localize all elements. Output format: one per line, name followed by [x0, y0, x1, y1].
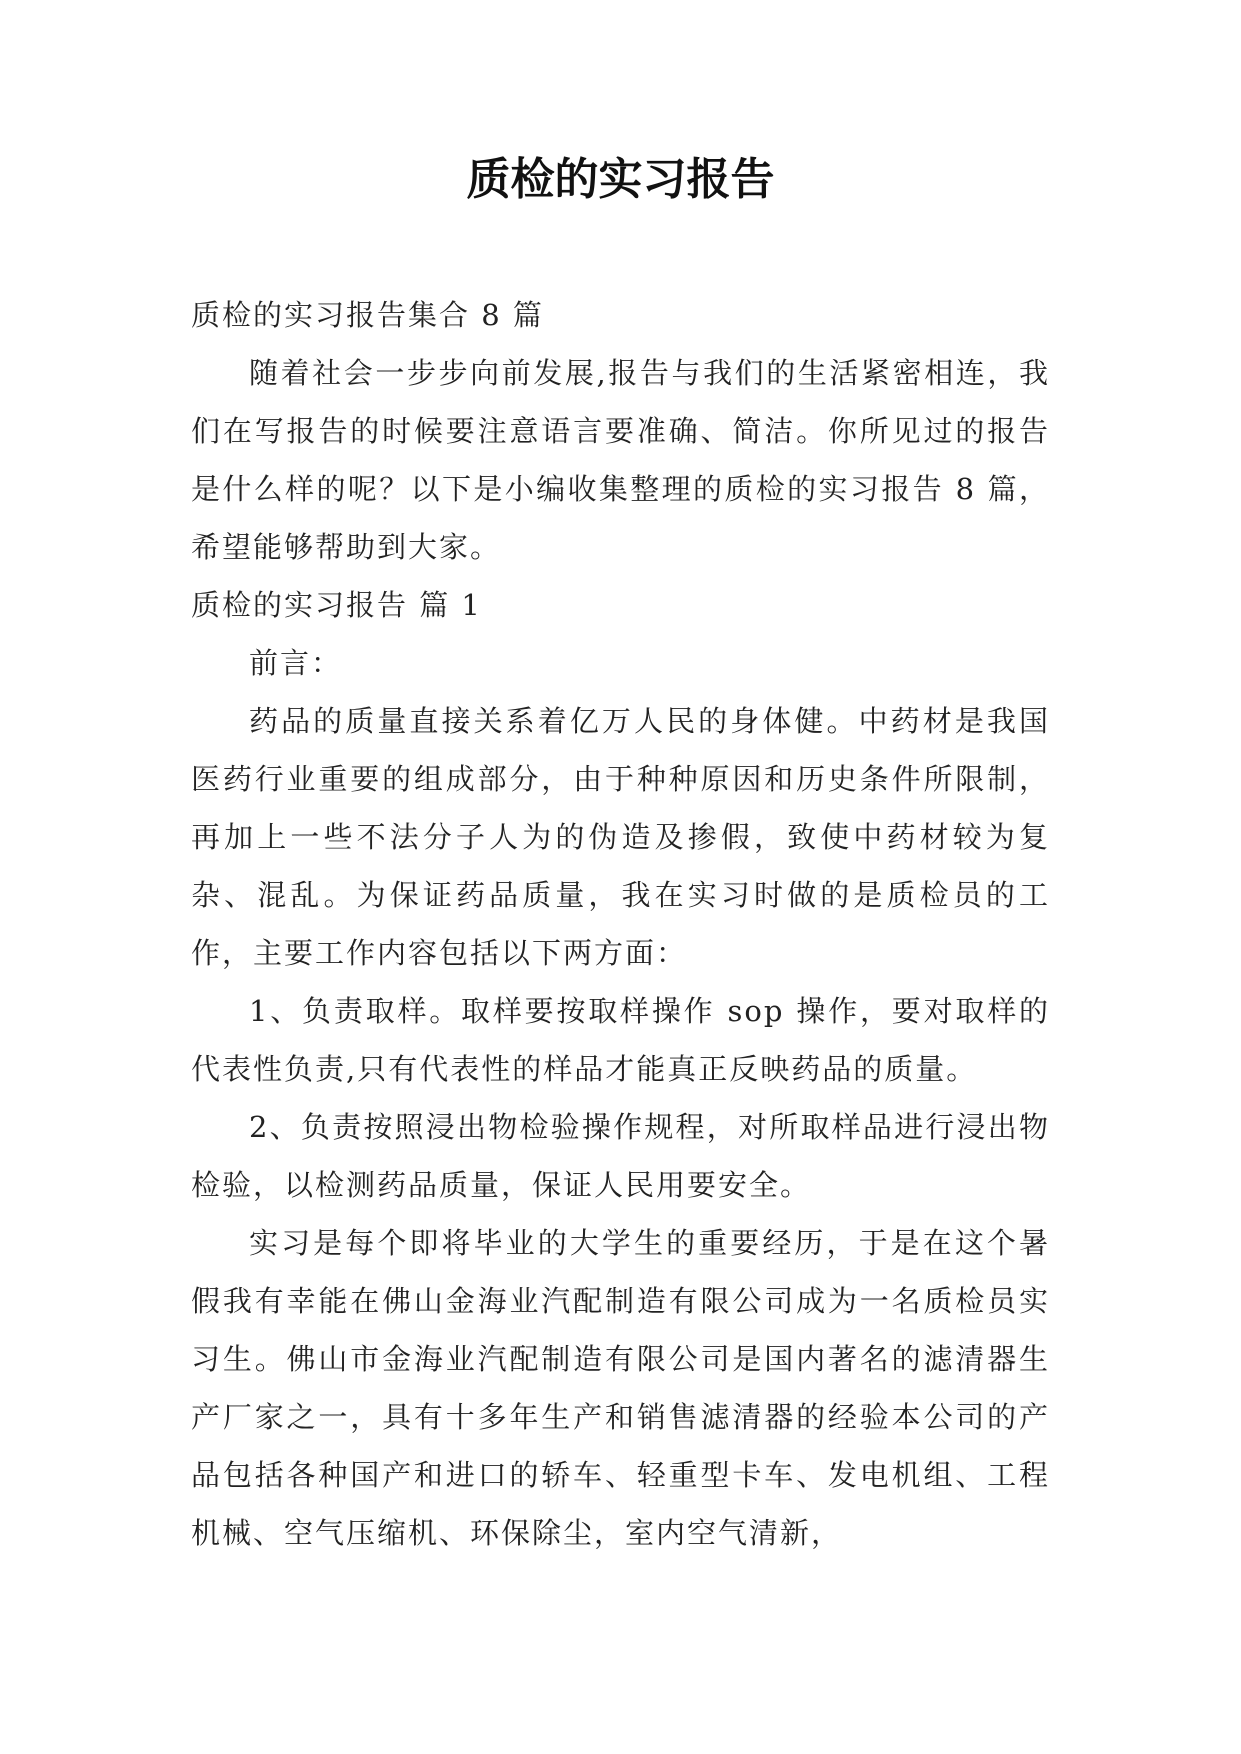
- collection-subtitle: 质检的实习报告集合 8 篇: [191, 298, 544, 332]
- section-heading: 质检的实习报告 篇 1: [191, 588, 482, 622]
- intro-paragraph: 随着社会一步步向前发展,报告与我们的生活紧密相连，我们在写报告的时候要注意语言要准确、简洁。你所见过的报告是什么样的呢？以下是小编收集整理的质检的实习报告 8 篇，希望能够帮助到大家。: [191, 356, 1050, 564]
- document-title: 质检的实习报告: [466, 154, 775, 205]
- document-body: [191, 286, 1050, 1562]
- preface-label: 前言：: [249, 646, 343, 680]
- body-paragraph: 药品的质量直接关系着亿万人民的身体健。中药材是我国医药行业重要的组成部分，由于种种原因和历史条件所限制，再加上一些不法分子人为的伪造及掺假，致使中药材较为复杂、混乱。为保证药品质量，我在实习时做的是质检员的工作，主要工作内容包括以下两方面：: [191, 704, 1050, 970]
- body-paragraph: 实习是每个即将毕业的大学生的重要经历，于是在这个暑假我有幸能在佛山金海业汽配制造有限公司成为一名质检员实习生。佛山市金海业汽配制造有限公司是国内著名的滤清器生产厂家之一，具有十多年生产和销售滤清器的经验本公司的产品包括各种国产和进口的轿车、轻重型卡车、发电机组、工程机械、空气压缩机、环保除尘，室内空气清新，: [191, 1226, 1050, 1550]
- body-paragraph: 2、负责按照浸出物检验操作规程，对所取样品进行浸出物检验，以检测药品质量，保证人民用要安全。: [191, 1110, 1050, 1202]
- body-paragraph: 1、负责取样。取样要按取样操作 sop 操作，要对取样的代表性负责,只有代表性的样品才能真正反映药品的质量。: [191, 994, 1050, 1086]
